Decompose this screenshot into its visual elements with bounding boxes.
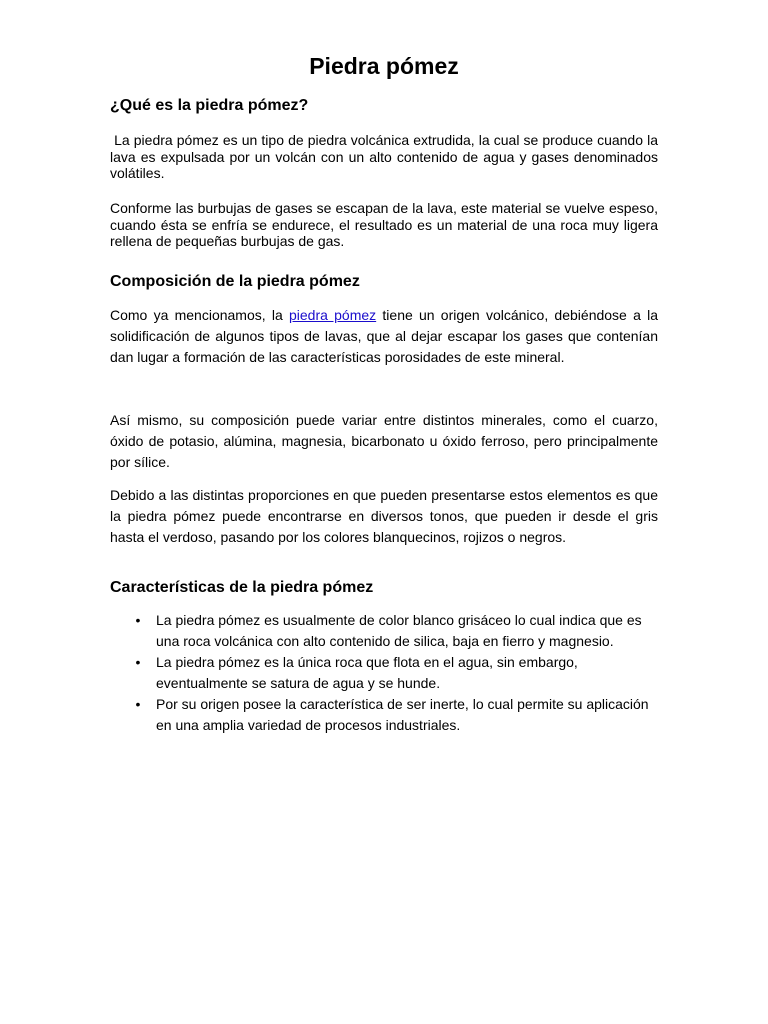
- list-item: [110, 652, 658, 694]
- section-heading-what-is: ¿Qué es la piedra pómez?: [110, 97, 309, 114]
- list-item: [110, 610, 658, 652]
- paragraph-bubbles: Conforme las burbujas de gases se escapan de la lava, este material se vuelve espeso, cuando ésta se enfría se endurece, el resultado es un material de una roca muy ligera rellena de pequeñas burbujas de gas.: [110, 200, 658, 250]
- paragraph-minerals: Así mismo, su composición puede variar entre distintos minerales, como el cuarzo, óxido de potasio, alúmina, magnesia, bicarbonato u óxido ferroso, pero principalmente por sílice.: [110, 412, 658, 470]
- page-title: Piedra pómez: [309, 53, 459, 79]
- characteristics-list: [110, 610, 658, 736]
- paragraph-definition: La piedra pómez es un tipo de piedra volcánica extrudida, la cual se produce cuando la lava es expulsada por un volcán con un alto contenido de agua y gases denominados volátiles.: [110, 132, 662, 182]
- list-item-text: La piedra pómez es usualmente de color blanco grisáceo lo cual indica que es una roca volcánica con alto contenido de silica, baja en fierro y magnesio.: [156, 612, 642, 649]
- section-heading-composition: Composición de la piedra pómez: [110, 273, 360, 290]
- list-item-text: Por su origen posee la característica de ser inerte, lo cual permite su aplicación en una amplia variedad de procesos industriales.: [156, 696, 649, 733]
- text-fragment: tiene un origen volcánico, debiéndose a la solidificación de algunos tipos de lavas, que al dejar escapar los gases que contenían dan lugar a formación de las características porosidades de este mineral.: [110, 307, 658, 365]
- paragraph-colors: Debido a las distintas proporciones en que pueden presentarse estos elementos es que la piedra pómez puede encontrarse en diversos tonos, que pueden ir desde el gris hasta el verdoso, pasando por los colores blanquecinos, rojizos o negros.: [110, 487, 658, 545]
- piedra-pomez-link[interactable]: piedra pómez: [289, 307, 377, 323]
- list-item: [110, 694, 658, 736]
- section-heading-characteristics: Características de la piedra pómez: [110, 579, 374, 596]
- bullet-icon: •: [135, 696, 141, 712]
- paragraph-volcanic-origin: [110, 305, 658, 368]
- bullet-icon: •: [135, 654, 141, 670]
- bullet-icon: •: [135, 612, 141, 628]
- text-fragment: Como ya mencionamos, la: [110, 307, 289, 323]
- list-item-text: La piedra pómez es la única roca que flota en el agua, sin embargo, eventualmente se satura de agua y se hunde.: [156, 654, 578, 691]
